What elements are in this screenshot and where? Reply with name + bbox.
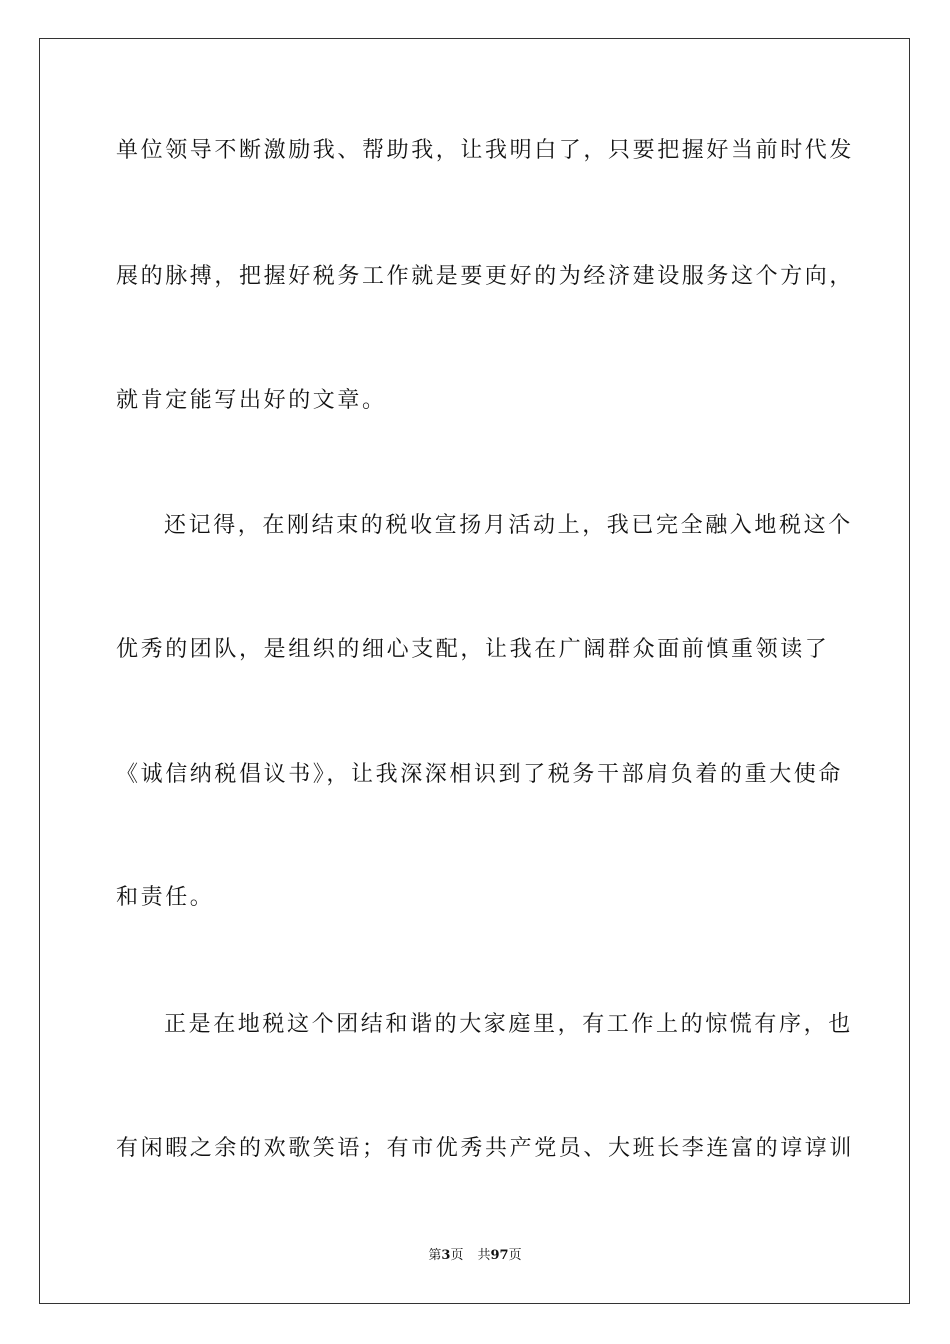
body-line-1: 单位领导不断激励我、帮助我，让我明白了，只要把握好当前时代发 — [116, 138, 855, 163]
page-prefix: 第 — [428, 1248, 442, 1263]
body-line-8: 正是在地税这个团结和谐的大家庭里，有工作上的惊慌有序，也 — [164, 1012, 853, 1037]
total-suffix: 页 — [508, 1248, 522, 1263]
page-border — [39, 38, 910, 1304]
page-footer — [0, 1246, 950, 1266]
total-prefix: 共 — [477, 1248, 491, 1263]
page-suffix: 页 — [450, 1248, 464, 1263]
body-line-2: 展的脉搏，把握好税务工作就是要更好的为经济建设服务这个方向， — [116, 264, 855, 289]
body-line-7: 和责任。 — [116, 885, 215, 910]
body-line-6: 《诚信纳税倡议书》，让我深深相识到了税务干部肩负着的重大使命 — [116, 762, 844, 787]
body-line-5: 优秀的团队，是组织的细心支配，让我在广阔群众面前慎重领读了 — [116, 637, 830, 662]
body-line-4: 还记得，在刚结束的税收宣扬月活动上，我已完全融入地税这个 — [164, 513, 853, 538]
page-number: 3 — [441, 1248, 451, 1263]
total-pages: 97 — [490, 1248, 509, 1263]
body-line-3: 就肯定能写出好的文章。 — [116, 388, 387, 413]
body-line-9: 有闲暇之余的欢歌笑语；有市优秀共产党员、大班长李连富的谆谆训 — [116, 1136, 855, 1161]
